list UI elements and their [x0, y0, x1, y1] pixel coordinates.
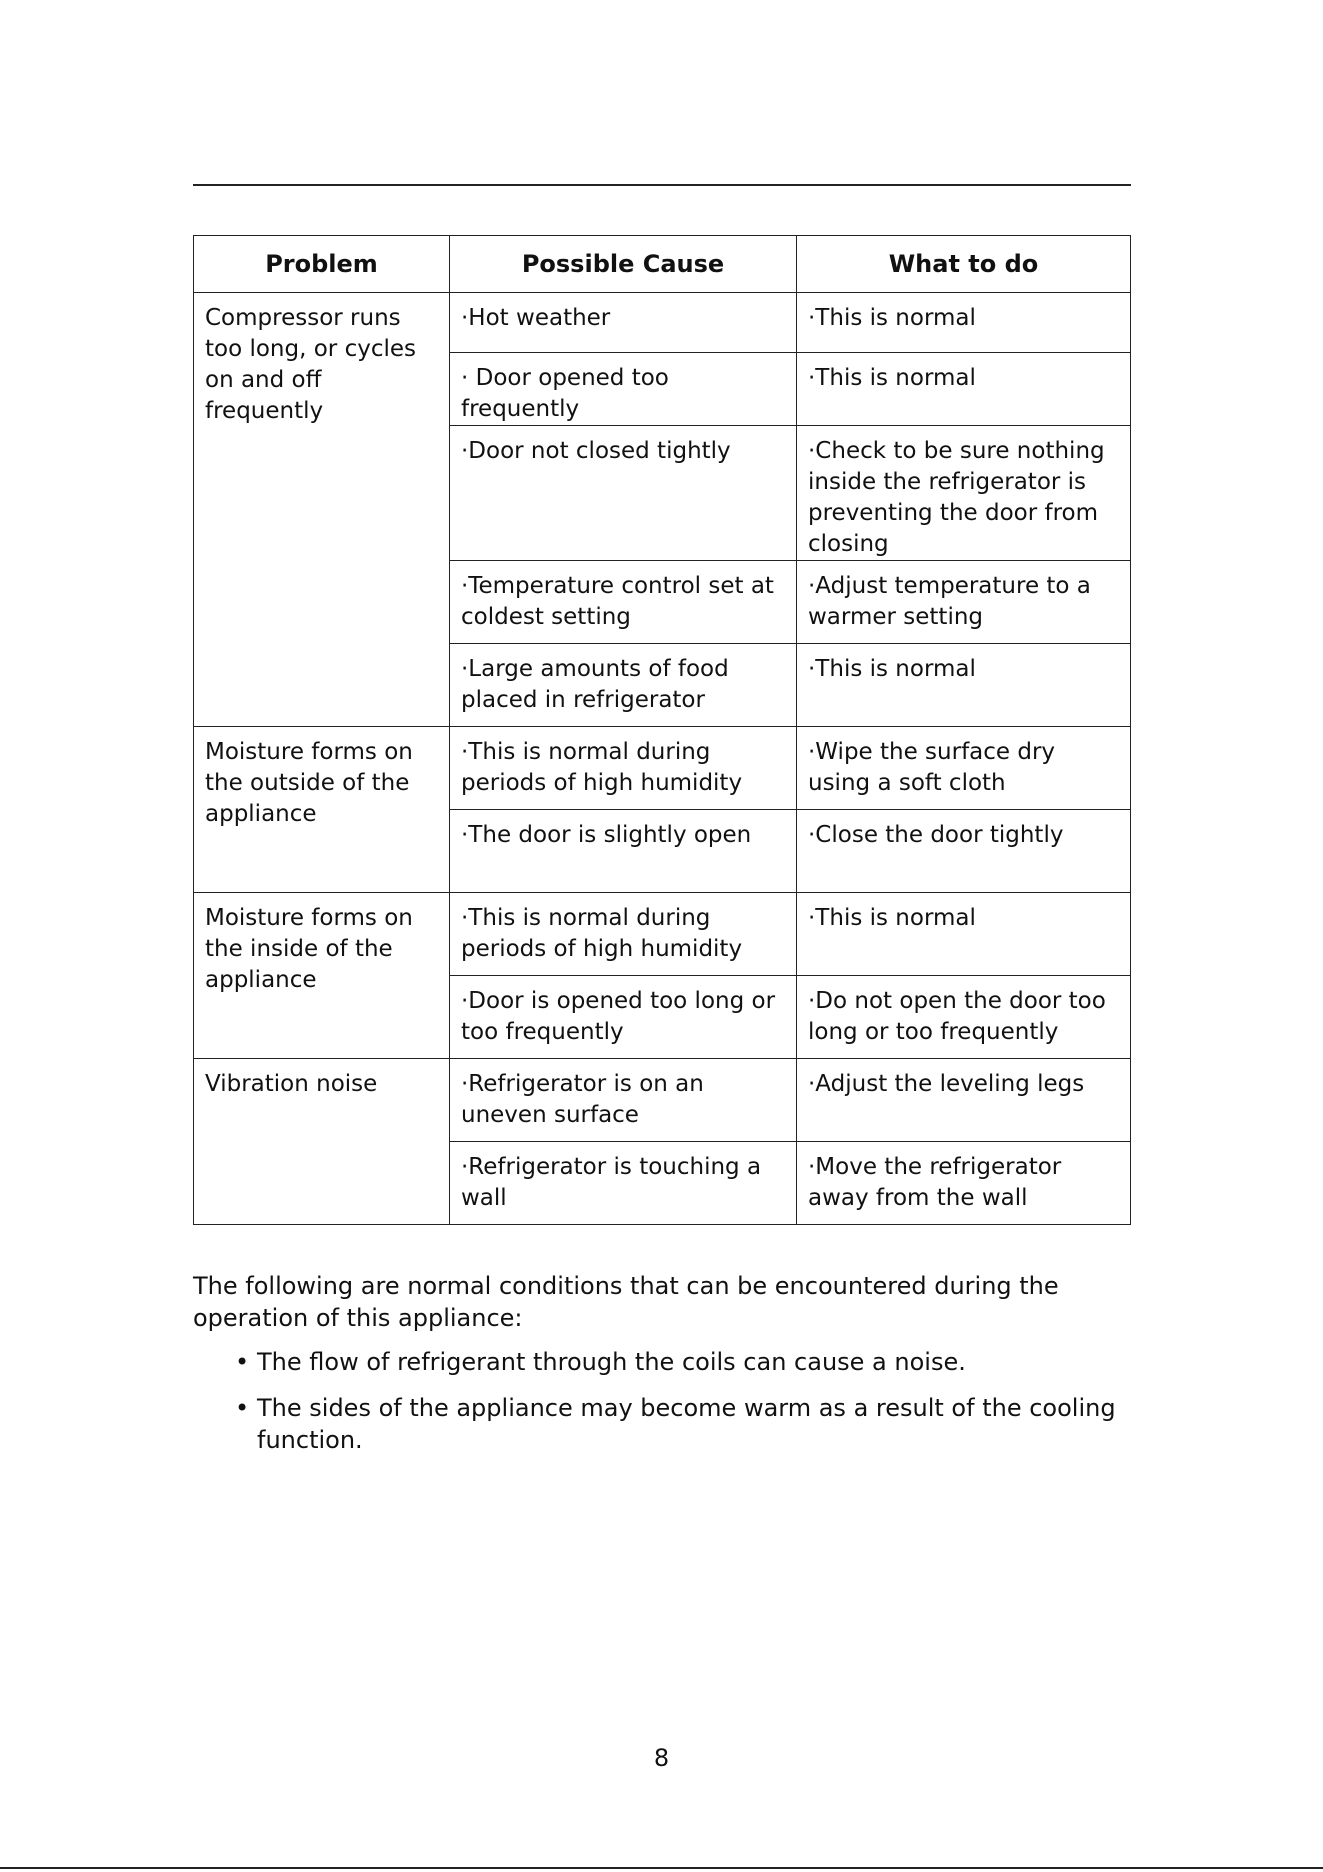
cause-cell: ·Large amounts of food placed in refrigerator: [450, 644, 797, 727]
list-item: [193, 1346, 1143, 1378]
problem-cell: Moisture forms on the inside of the appliance: [194, 893, 450, 1059]
cause-cell: ·Refrigerator is on an uneven surface: [450, 1059, 797, 1142]
cause-cell: ·Refrigerator is touching a wall: [450, 1142, 797, 1225]
footer-rule: [0, 1867, 1323, 1869]
action-cell: ·Wipe the surface dry using a soft cloth: [797, 727, 1131, 810]
table-header-row: [194, 236, 1131, 293]
cause-cell: ·Hot weather: [450, 293, 797, 353]
normal-conditions-section: [193, 1270, 1143, 1470]
cause-cell: ·Door not closed tightly: [450, 426, 797, 561]
cause-cell: ·This is normal during periods of high humidity: [450, 727, 797, 810]
table-row: [194, 893, 1131, 976]
problem-cell: Moisture forms on the outside of the appliance: [194, 727, 450, 893]
header-problem: Problem: [194, 236, 450, 293]
action-cell: ·This is normal: [797, 893, 1131, 976]
bullet-icon: •: [235, 1394, 250, 1422]
table-row: [194, 293, 1131, 353]
page-number: 8: [653, 1744, 670, 1772]
notes-intro: The following are normal conditions that can be encountered during the operation of this appliance:: [193, 1272, 1059, 1332]
bullet-icon: •: [235, 1348, 250, 1376]
header-possible-cause: Possible Cause: [450, 236, 797, 293]
table-row: [194, 727, 1131, 810]
action-cell: ·Do not open the door too long or too frequently: [797, 976, 1131, 1059]
header-what-to-do: What to do: [797, 236, 1131, 293]
action-cell: ·This is normal: [797, 644, 1131, 727]
notes-list: [193, 1346, 1143, 1456]
action-cell: ·Close the door tightly: [797, 810, 1131, 893]
note-text: The flow of refrigerant through the coils can cause a noise.: [257, 1348, 966, 1376]
action-cell: ·Check to be sure nothing inside the refrigerator is preventing the door from closing: [797, 426, 1131, 561]
list-item: [193, 1392, 1143, 1456]
cause-cell: ·Door is opened too long or too frequently: [450, 976, 797, 1059]
cause-cell: · Door opened too frequently: [450, 353, 797, 426]
action-cell: ·This is normal: [797, 353, 1131, 426]
problem-cell: Compressor runs too long, or cycles on and off frequently: [194, 293, 450, 727]
cause-cell: ·Temperature control set at coldest setting: [450, 561, 797, 644]
troubleshooting-table: [193, 235, 1131, 1225]
action-cell: ·Adjust the leveling legs: [797, 1059, 1131, 1142]
action-cell: ·Move the refrigerator away from the wall: [797, 1142, 1131, 1225]
note-text: The sides of the appliance may become warm as a result of the cooling function.: [257, 1394, 1116, 1454]
cause-cell: ·This is normal during periods of high humidity: [450, 893, 797, 976]
action-cell: ·Adjust temperature to a warmer setting: [797, 561, 1131, 644]
table-row: [194, 1059, 1131, 1142]
header-rule: [193, 184, 1131, 186]
table-body: [194, 293, 1131, 1225]
problem-cell: Vibration noise: [194, 1059, 450, 1225]
cause-cell: ·The door is slightly open: [450, 810, 797, 893]
action-cell: ·This is normal: [797, 293, 1131, 353]
